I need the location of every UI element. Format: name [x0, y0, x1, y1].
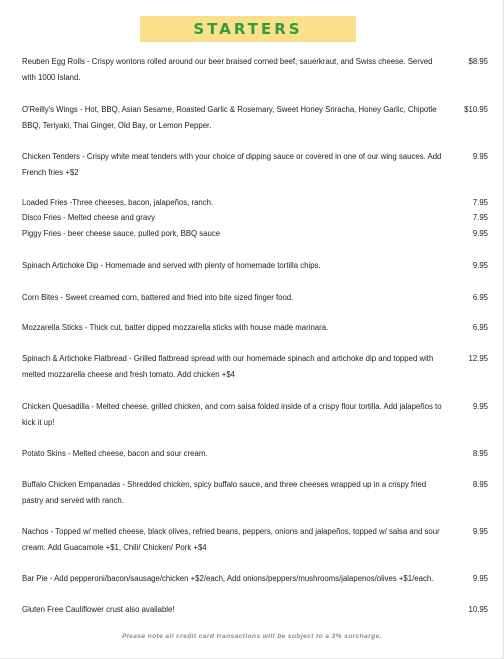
menu-item-price: 9.95 [472, 261, 488, 270]
menu-item-price: 10.95 [468, 605, 488, 614]
menu-item-disco-fries [22, 210, 488, 226]
menu-item-description: Potato Skins - Melted cheese, bacon and sour cream. [22, 449, 208, 458]
menu-item-price: $8.95 [468, 57, 488, 66]
menu-item-price: 8.95 [472, 480, 488, 489]
menu-item-description: Corn Bites - Sweet creamed corn, battered and fried into bite sized finger food. [22, 293, 294, 302]
menu-item-price: 9.95 [472, 402, 488, 411]
menu-item-description: Spinach & Artichoke Flatbread - Grilled flatbread spread with our homemade spinach and artichoke dip and topped with melted mozzarella cheese and fresh tomato. Add chicken +$4 [22, 354, 434, 379]
menu-item-price: 6.95 [472, 293, 488, 302]
menu-item-spinach-artichoke-dip [22, 258, 488, 274]
menu-item-reuben-egg-rolls [22, 54, 488, 86]
menu-item-description: Chicken Quesadilla - Melted cheese, grilled chicken, and corn salsa folded inside of a crispy flour tortilla. Add jalapeños to kick it up! [22, 402, 442, 427]
menu-item-price: 8.95 [472, 449, 488, 458]
menu-item-description: Gluten Free Cauliflower crust also available! [22, 605, 175, 614]
menu-item-description: O'Reilly's Wings - Hot, BBQ, Asian Sesame, Roasted Garlic & Rosemary, Sweet Honey Sriracha, Honey Garlic, Chipotle BBQ, Teriyaki, Thai Ginger, Old Bay, or Lemon Pepper. [22, 105, 437, 130]
menu-item-price: 9.95 [472, 229, 488, 238]
menu-item-buffalo-chicken-empanadas [22, 477, 488, 509]
menu-item-wings [22, 102, 488, 134]
menu-item-piggy-fries [22, 226, 488, 242]
menu-item-description: Loaded Fries -Three cheeses, bacon, jalapeños, ranch. [22, 198, 214, 207]
menu-item-price: 9.95 [472, 574, 488, 583]
menu-item-description: Buffalo Chicken Empanadas - Shredded chicken, spicy buffalo sauce, and three cheeses wrapped up in a crispy fried pastry and served with ranch. [22, 480, 427, 505]
menu-item-nachos [22, 524, 488, 556]
surcharge-footnote: Please note all credit card transactions will be subject to a 3% surcharge. [122, 633, 382, 640]
menu-item-description: Bar Pie - Add pepperoni/bacon/sausage/chicken +$2/each, Add onions/peppers/mushrooms/jalapenos/olives +$1/each. [22, 574, 434, 583]
section-banner [140, 16, 356, 42]
menu-item-loaded-fries [22, 195, 488, 211]
menu-item-description: Disco Fries - Melted cheese and gravy [22, 213, 156, 222]
menu-item-mozzarella-sticks [22, 320, 488, 336]
menu-item-price: $10.95 [464, 105, 488, 114]
menu-item-chicken-quesadilla [22, 399, 488, 431]
menu-item-description: Spinach Artichoke Dip - Homemade and served with plenty of homemade tortilla chips. [22, 261, 321, 270]
menu-item-description: Nachos - Topped w/ melted cheese, black olives, refried beans, peppers, onions and jalapeños, topped w/ salsa and sour cream. Add Guacamole +$1, Chili/ Chicken/ Pork +$4 [22, 527, 440, 552]
menu-item-bar-pie [22, 571, 488, 587]
menu-item-flatbread [22, 351, 488, 383]
menu-item-chicken-tenders [22, 149, 488, 181]
menu-item-potato-skins [22, 446, 488, 462]
menu-item-description: Reuben Egg Rolls - Crispy wontons rolled around our beer braised corned beef, sauerkraut, and Swiss cheese. Served with 1000 Island. [22, 57, 433, 82]
menu-item-corn-bites [22, 290, 488, 306]
section-title: STARTERS [193, 20, 303, 38]
menu-item-price: 6.95 [472, 323, 488, 332]
menu-item-price: 7.95 [472, 198, 488, 207]
menu-item-price: 7.95 [472, 213, 488, 222]
menu-item-price: 9.95 [472, 527, 488, 536]
menu-item-price: 9.95 [472, 152, 488, 161]
menu-item-description: Chicken Tenders - Crispy white meat tenders with your choice of dipping sauce or covered in one of our wing sauces. Add French fries +$2 [22, 152, 442, 177]
menu-item-price: 12.95 [468, 354, 488, 363]
menu-item-description: Piggy Fries - beer cheese sauce, pulled pork, BBQ sauce [22, 229, 221, 238]
menu-item-description: Mozzarella Sticks - Thick cut, batter dipped mozzarella sticks with house made marinara. [22, 323, 329, 332]
menu-item-gluten-free-crust [22, 602, 488, 618]
